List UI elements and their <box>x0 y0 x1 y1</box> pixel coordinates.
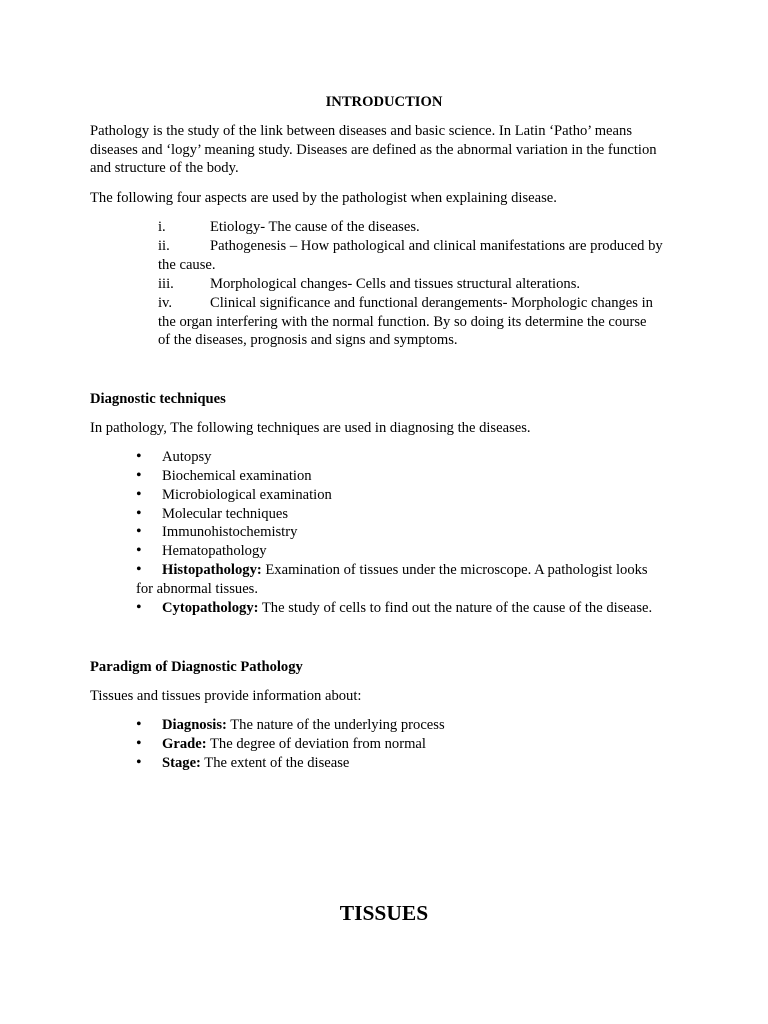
list-item-term: Diagnosis: <box>162 717 227 733</box>
list-item <box>136 448 696 467</box>
list-item-term: Cytopathology: <box>162 600 259 616</box>
list-item <box>136 599 696 618</box>
aspect-item-clinical-continued-2: of the diseases, prognosis and signs and symptoms. <box>158 332 458 348</box>
list-item <box>136 467 696 486</box>
aspect-item-pathogenesis <box>158 237 688 256</box>
aspect-number: iv. <box>158 295 173 311</box>
aspect-number: i. <box>158 219 166 235</box>
intro-paragraph-line-1: Pathology is the study of the link between diseases and basic science. In Latin ‘Patho’ means <box>90 123 632 139</box>
aspect-item-clinical-continued-1: the organ interfering with the normal function. By so doing its determine the course <box>158 314 647 330</box>
aspect-number: ii. <box>158 238 170 254</box>
aspect-text: Clinical significance and functional derangements- Morphologic changes in <box>210 295 653 311</box>
list-item-term: Stage: <box>162 755 201 771</box>
list-item-term: Histopathology: <box>162 562 262 578</box>
aspect-item-clinical <box>158 294 688 313</box>
bullet-icon: • <box>136 467 142 484</box>
bullet-icon: • <box>136 716 142 733</box>
introduction-heading: INTRODUCTION <box>325 94 443 110</box>
aspect-text: Pathogenesis – How pathological and clinical manifestations are produced by <box>210 238 663 254</box>
bullet-icon: • <box>136 486 142 503</box>
bullet-icon: • <box>136 448 142 465</box>
list-item <box>136 523 696 542</box>
diagnostic-techniques-intro: In pathology, The following techniques are used in diagnosing the diseases. <box>90 420 531 436</box>
list-item-text: The degree of deviation from normal <box>206 736 426 752</box>
list-item-text: Microbiological examination <box>162 487 332 503</box>
tissues-heading: TISSUES <box>339 901 429 925</box>
list-item-text: Autopsy <box>162 449 212 465</box>
intro-paragraph-line-3: and structure of the body. <box>90 160 239 176</box>
list-item-text: Examination of tissues under the microscope. A pathologist looks <box>261 562 648 578</box>
list-item-text: Hematopathology <box>162 543 267 559</box>
diagnostic-techniques-heading: Diagnostic techniques <box>90 391 226 407</box>
list-item <box>136 542 696 561</box>
bullet-icon: • <box>136 523 142 540</box>
bullet-icon: • <box>136 735 142 752</box>
list-item <box>136 716 696 735</box>
aspect-text: Etiology- The cause of the diseases. <box>210 219 420 235</box>
list-item-text: Biochemical examination <box>162 468 312 484</box>
bullet-icon: • <box>136 754 142 771</box>
aspect-item-etiology <box>158 218 688 237</box>
list-item-text: The study of cells to find out the nature of the cause of the disease. <box>258 600 653 616</box>
list-item <box>136 505 696 524</box>
paradigm-intro: Tissues and tissues provide information about: <box>90 688 362 704</box>
bullet-icon: • <box>136 561 142 578</box>
list-item-text: Molecular techniques <box>162 506 289 522</box>
list-item-text: Immunohistochemistry <box>162 524 298 540</box>
list-item <box>136 735 696 754</box>
bullet-icon: • <box>136 599 142 616</box>
aspect-item-pathogenesis-continued: the cause. <box>158 257 216 273</box>
list-item <box>136 486 696 505</box>
list-item-term: Grade: <box>162 736 207 752</box>
list-item-text: The extent of the disease <box>200 755 350 771</box>
aspect-text: Morphological changes- Cells and tissues structural alterations. <box>210 276 581 292</box>
list-item-text: The nature of the underlying process <box>226 717 445 733</box>
bullet-icon: • <box>136 542 142 559</box>
aspect-number: iii. <box>158 276 174 292</box>
bullet-icon: • <box>136 505 142 522</box>
paradigm-heading: Paradigm of Diagnostic Pathology <box>90 659 303 675</box>
list-item <box>136 754 696 773</box>
intro-paragraph-line-2: diseases and ‘logy’ meaning study. Diseases are defined as the abnormal variation in the function <box>90 142 657 158</box>
list-item-continued: for abnormal tissues. <box>136 581 258 597</box>
list-item <box>136 561 696 580</box>
aspects-intro-paragraph: The following four aspects are used by the pathologist when explaining disease. <box>90 190 557 206</box>
aspect-item-morphological <box>158 275 688 294</box>
